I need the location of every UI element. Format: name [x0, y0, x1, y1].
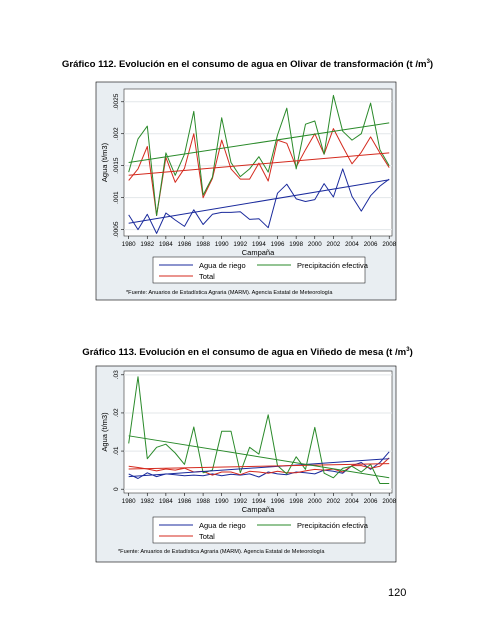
chart1-title: Gráfico 112. Evolución en el consumo de agua en Olivar de transformación (t $/m^3$)	[61, 59, 434, 71]
chart2-xtick-label: 1992	[233, 498, 248, 505]
chart1-xtick-label: 2004	[345, 241, 359, 248]
chart1-xtick-label: 1982	[140, 241, 155, 248]
chart2-source-note: *Fuente: Anuarios de Estadística Agraria (MARM). Agencia Estatal de Meteorología	[118, 549, 325, 555]
chart1-xtick-label: 1980	[121, 241, 136, 248]
chart1-ytick-label: .001	[113, 191, 120, 204]
chart2-xtick-label: 1980	[121, 498, 136, 505]
chart2-xtick-label: 1990	[214, 498, 229, 505]
chart1-ytick-label: .0025	[113, 93, 120, 110]
chart1-xtick-label: 2008	[382, 241, 397, 248]
chart2-ytick-label: .03	[113, 370, 120, 380]
chart2-ytick-label: .01	[113, 446, 120, 456]
chart2-xtick-label: 1998	[289, 498, 304, 505]
chart2-xtick-label: 1996	[270, 498, 285, 505]
chart2-x-axis-label: Campaña	[241, 505, 275, 514]
chart2-xtick-label: 1988	[196, 498, 210, 505]
chart2-legend-label-precip: Precipitación efectiva	[297, 520, 368, 530]
page-number: 120	[388, 587, 407, 599]
chart1-legend-label-riego: Agua de riego	[199, 260, 246, 270]
chart2-title: Gráfico 113. Evolución en el consumo de agua en Viñedo de mesa (t $/m^3$)	[82, 347, 413, 359]
chart1-source-note: *Fuente: Anuarios de Estadística Agraria (MARM). Agencia Estatal de Meteorología	[126, 290, 333, 296]
chart2-xtick-label: 1982	[140, 498, 155, 505]
chart2-xtick-label: 1984	[158, 498, 173, 505]
chart2-ytick-label: .02	[113, 408, 120, 418]
chart2-legend-label-riego: Agua de riego	[199, 520, 246, 530]
chart1-y-axis-label: Agua (t/m3)	[100, 142, 109, 183]
chart1-ytick-label: .0005	[113, 221, 120, 238]
chart2-xtick-label: 2002	[326, 498, 341, 505]
chart1-xtick-label: 2006	[363, 241, 378, 248]
chart1-xtick-label: 1996	[270, 241, 285, 248]
chart1-xtick-label: 1986	[177, 241, 192, 248]
chart1-xtick-label: 2000	[307, 241, 322, 248]
chart1-legend-label-precip: Precipitación efectiva	[297, 260, 368, 270]
chart1-legend-label-total: Total	[199, 271, 215, 281]
chart2-xtick-label: 1994	[252, 498, 266, 505]
chart1-ytick-label: .0015	[113, 157, 120, 174]
chart1-xtick-label: 2002	[326, 241, 341, 248]
chart2-y-axis-label: Agua (t/m3)	[100, 412, 109, 452]
chart2-xtick-label: 1986	[177, 498, 192, 505]
chart2-ytick-label: 0	[113, 487, 120, 491]
chart2-xtick-label: 2000	[307, 498, 322, 505]
chart1-xtick-label: 1988	[196, 241, 210, 248]
chart1-xtick-label: 1990	[214, 241, 229, 248]
chart2-xtick-label: 2008	[382, 498, 397, 505]
chart2-xtick-label: 2004	[345, 498, 359, 505]
chart1-x-axis-label: Campaña	[241, 248, 275, 257]
chart1-xtick-label: 1998	[289, 241, 304, 248]
chart1-xtick-label: 1984	[158, 241, 173, 248]
chart1-xtick-label: 1992	[233, 241, 248, 248]
chart1-ytick-label: .002	[113, 127, 120, 141]
chart2-legend-label-total: Total	[199, 531, 215, 541]
chart1-xtick-label: 1994	[252, 241, 266, 248]
chart2-xtick-label: 2006	[363, 498, 378, 505]
